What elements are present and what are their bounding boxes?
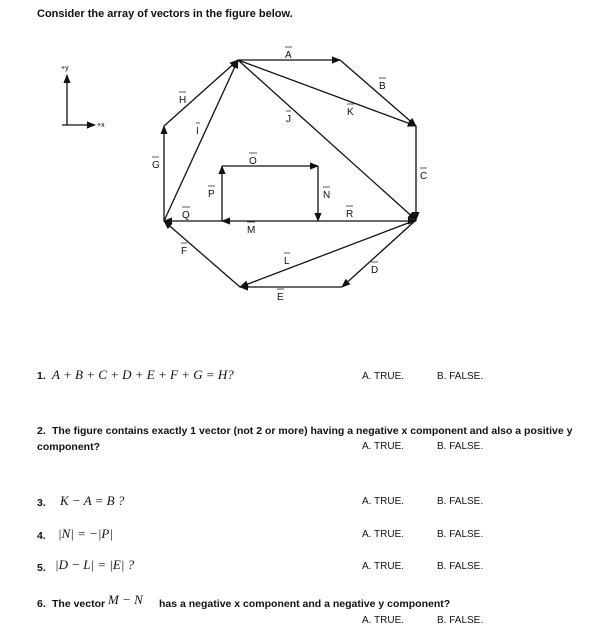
q2-false-option[interactable]: B. FALSE.	[437, 441, 484, 452]
q6-true-option[interactable]: A. TRUE.	[362, 615, 405, 626]
q5-true-option[interactable]: A. TRUE.	[362, 561, 405, 572]
vector-d	[342, 220, 416, 287]
label-d: D	[371, 265, 379, 276]
q4-false-option[interactable]: B. FALSE.	[437, 529, 484, 540]
q3-expression: K − A = B ?	[60, 493, 125, 508]
label-a: A	[285, 50, 292, 61]
q4-true-option[interactable]: A. TRUE.	[362, 529, 405, 540]
label-q: Q	[182, 210, 190, 221]
q1-true-option[interactable]: A. TRUE.	[362, 371, 405, 382]
vector-h	[164, 60, 238, 126]
q2-text-line2: component?	[37, 441, 100, 453]
q2-number: 2.	[37, 425, 46, 437]
intro-text: Consider the array of vectors in the figure below.	[37, 8, 293, 20]
label-k: K	[347, 107, 354, 118]
label-h: H	[179, 95, 187, 106]
q6-number: 6.	[37, 598, 46, 610]
y-axis-label: +y	[61, 65, 69, 72]
q1-expression: A + B + C + D + E + F + G = H?	[52, 367, 234, 382]
label-r: R	[346, 209, 354, 220]
label-c: C	[420, 171, 428, 182]
vector-i	[164, 60, 238, 221]
q4-expression: |N| = −|P|	[58, 526, 113, 541]
label-l: L	[284, 256, 290, 267]
label-f: F	[181, 246, 188, 257]
q2-true-option[interactable]: A. TRUE.	[362, 441, 405, 452]
q6-text-a: The vector	[52, 598, 106, 610]
q5-expression: |D − L| = |E| ?	[55, 557, 135, 572]
label-b: B	[379, 81, 386, 92]
vector-f	[164, 221, 240, 287]
q2-text-line1: The figure contains exactly 1 vector (not 2 or more) having a negative x component and also a positive y	[52, 425, 573, 437]
q6-false-option[interactable]: B. FALSE.	[437, 615, 484, 626]
label-i: I	[196, 126, 199, 137]
label-p: P	[208, 189, 215, 200]
q3-true-option[interactable]: A. TRUE.	[362, 496, 405, 507]
q5-number: 5.	[37, 562, 46, 574]
label-o: O	[249, 156, 257, 167]
vector-k	[238, 60, 416, 126]
q3-number: 3.	[37, 497, 46, 509]
q6-text-b: has a negative x component and a negative y component?	[159, 598, 451, 610]
q5-false-option[interactable]: B. FALSE.	[437, 561, 484, 572]
q4-number: 4.	[37, 530, 46, 542]
q1-number: 1.	[37, 370, 46, 382]
label-m: M	[247, 225, 256, 236]
vector-l	[240, 220, 416, 287]
label-e: E	[277, 292, 284, 303]
label-g: G	[152, 160, 160, 171]
q1-false-option[interactable]: B. FALSE.	[437, 371, 484, 382]
label-j: J	[286, 114, 291, 125]
q6-expression: M − N	[108, 592, 143, 607]
label-n: N	[323, 190, 331, 201]
x-axis-label: +x	[97, 122, 105, 129]
q3-false-option[interactable]: B. FALSE.	[437, 496, 484, 507]
